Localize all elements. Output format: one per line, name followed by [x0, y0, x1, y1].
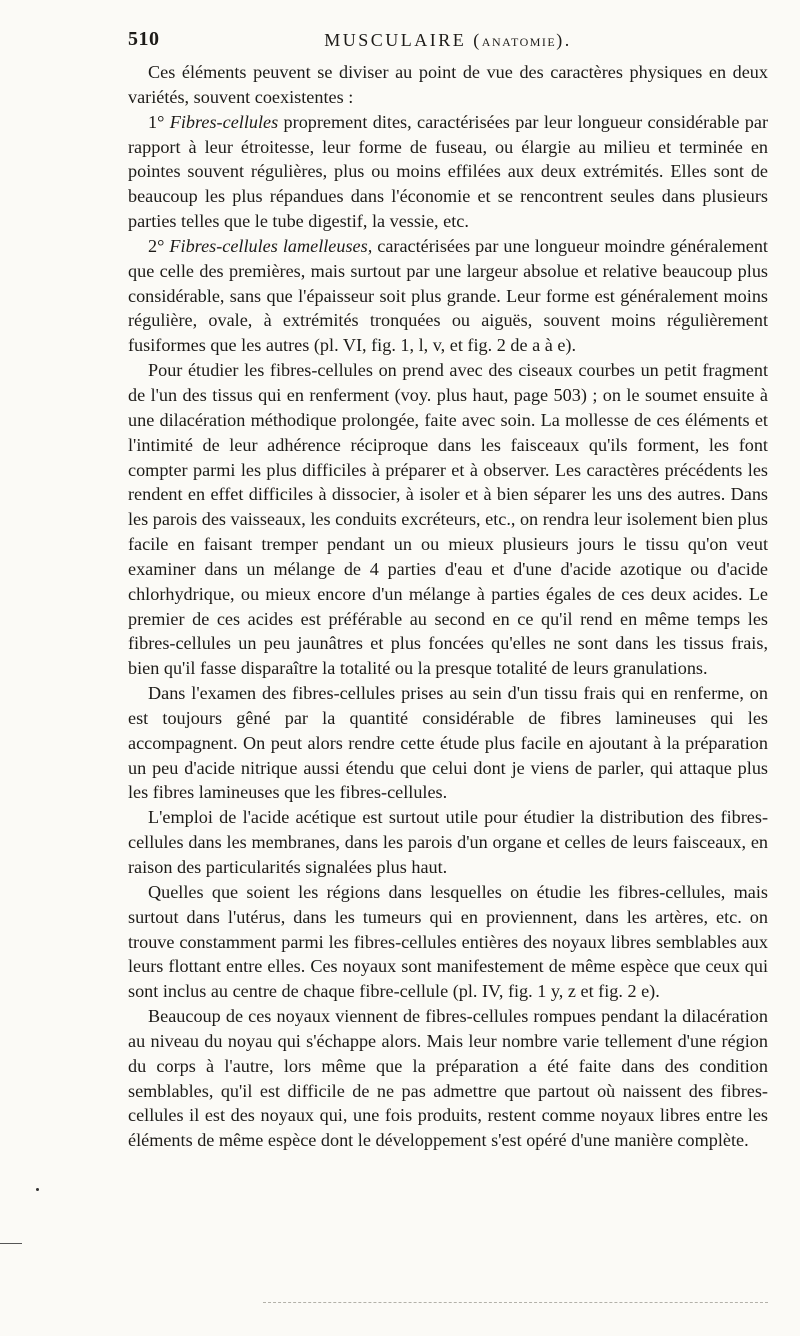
paragraph-fibres-cellules [128, 110, 768, 234]
running-title-main: MUSCULAIRE ( [324, 30, 482, 50]
running-title-close: ). [556, 30, 572, 50]
paragraph-text: L'emploi de l'acide acétique est surtout utile pour étudier la distribution des fibres-cellules dans les membranes, dans les parois d'un organe et celles de leurs faisceaux, en raison des particularités signalées plus haut. [128, 807, 768, 877]
running-header [128, 28, 768, 58]
paragraph-acide-acetique [128, 805, 768, 880]
paragraph-text: proprement dites, caractérisées par leur longueur considérable par rapport à leur étroitesse, leur forme de fuseau, ou élargie au milieu et terminée en pointes souvent régulières, plus ou moins effilées aux deux extrémités. Elles sont de beaucoup les plus répandues dans l'économie et se rencontrent seules dans plusieurs parties telles que le tube digestif, la vessie, etc. [128, 111, 769, 232]
paragraph-noyaux-libres [128, 1004, 768, 1153]
margin-rule [0, 1243, 22, 1244]
running-title [128, 30, 768, 51]
term-italic: Fibres-cellules lamelleuses, [169, 235, 373, 256]
paragraph-etude [128, 358, 768, 681]
term-italic: Fibres-cellules [169, 111, 279, 132]
paragraph-text: Quelles que soient les régions dans lesquelles on étudie les fibres-cellules, mais surtout dans l'utérus, dans les tumeurs qui en proviennent, dans les artères, etc. on trouve constamment parmi les fibres-cellules entières des noyaux libres semblables aux leurs flottant entre elles. Ces noyaux sont manifestement de même espèce que ceux qui sont inclus au centre de chaque fibre-cellule (pl. IV, fig. 1 y, z et fig. 2 e). [128, 881, 768, 1002]
paragraph-fibres-lamelleuses [128, 234, 768, 358]
paragraph-text: Dans l'examen des fibres-cellules prises au sein d'un tissu frais qui en renferme, on est toujours gêné par la quantité considérable de fibres lamineuses qui les accompagnent. On peut alors rendre cette étude plus facile en ajoutant à la préparation un peu d'acide nitrique aussi étendu que celui dont je viens de parler, qui attaque plus les fibres lamineuses que les fibres-cellules. [128, 683, 768, 803]
paragraph-noyaux [128, 880, 768, 1004]
list-number: 2° [148, 235, 170, 256]
list-number: 1° [148, 111, 170, 132]
page-number: 510 [128, 28, 160, 50]
running-title-subject: ANATOMIE [481, 35, 557, 49]
paragraph-text: Beaucoup de ces noyaux viennent de fibres-cellules rompues pendant la dilacération au niveau du noyau qui s'échappe alors. Mais leur nombre varie tellement d'une région du corps à l'autre, lors même que la préparation a été faite dans des condition semblables, qu'il est difficile de ne pas admettre que partout où naissent des fibres-cellules il est des noyaux qui, une fois produits, restent comme noyaux libres entre les éléments de même espèce dont le développement s'est opéré d'une manière complète. [128, 1006, 768, 1151]
paragraph-text: Ces éléments peuvent se diviser au point de vue des caractères physiques en deux variétés, souvent coexistentes : [128, 62, 768, 107]
paragraph-examen [128, 681, 768, 805]
margin-speck [36, 1188, 39, 1191]
paragraph-text: caractérisées par une longueur moindre généralement que celle des premières, mais surtout par une largeur absolue et relative beaucoup plus considérable, sans que l'épaisseur soit plus grande. Leur forme est généralement moins régulière, ovale, à extrémités tronquées ou aiguës, souvent moins régulièrement fusiformes que les autres (pl. VI, fig. 1, l, v, et fig. 2 de a à e). [128, 235, 768, 356]
paragraph-text: Pour étudier les fibres-cellules on prend avec des ciseaux courbes un petit fragment de l'un des tissus qui en renferment (voy. plus haut, page 503) ; on le soumet ensuite à une dilacération méthodique prolongée, faite avec soin. La mollesse de ces éléments et l'intimité de leur adhérence réciproque dans les faisceaux qu'ils forment, les font compter parmi les plus difficiles à préparer et à observer. Les caractères précédents les rendent en effet difficiles à dissocier, à isoler et à bien séparer les uns des autres. Dans les parois des vaisseaux, les conduits excréteurs, etc., on rendra leur isolement bien plus facile en faisant tremper pendant un ou mieux plusieurs jours le tissu qu'on veut examiner dans un mélange de 4 parties d'eau et d'une d'acide azotique ou d'acide chlorhydrique, ou mieux encore d'un mélange à parties égales de ces deux acides. Le premier de ces acides est préférable au second en ce qu'il rend en même temps les fibres-cellules un peu jaunâtres et plus foncées qu'elles ne sont dans les tissus frais, bien qu'il fasse disparaître la totalité ou la presque totalité de leurs granulations. [128, 360, 768, 679]
footer-dotted-rule [263, 1302, 768, 1303]
body-text [128, 60, 768, 1153]
paragraph-intro [128, 60, 768, 110]
